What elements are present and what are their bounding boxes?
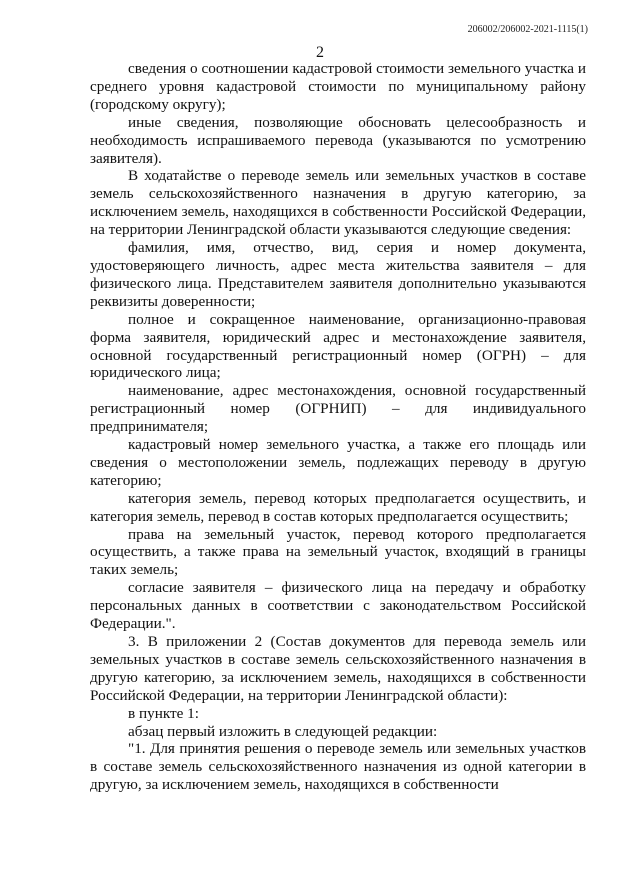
paragraph: сведения о соотношении кадастровой стоимости земельного участка и среднего уровня кадастровой стоимости по муниципальному району (городскому округу); [90,60,586,113]
paragraph: полное и сокращенное наименование, организационно-правовая форма заявителя, юридический адрес и местонахождение заявителя, основной государственный регистрационный номер (ОГРН) – для юридического лица; [90,310,586,382]
paragraph: абзац первый изложить в следующей редакции: [128,722,438,740]
paragraph: В ходатайстве о переводе земель или земельных участков в составе земель сельскохозяйственного назначения в другую категорию, за исключением земель, находящихся в собственности Российской Федерации, на территории Ленинградской области указываются следующие сведения: [90,167,586,239]
page-number: 2 [316,44,324,61]
paragraph: в пункте 1: [128,704,199,722]
document-id: 206002/206002-2021-1115(1) [467,24,588,35]
paragraph: согласие заявителя – физического лица на передачу и обработку персональных данных в соответствии с законодательством Российской Федерации.". [90,579,586,633]
paragraph: категория земель, перевод которых предполагается осуществить, и категория земель, перевод в состав которых предполагается осуществить; [90,489,586,525]
paragraph: иные сведения, позволяющие обосновать целесообразность и необходимость испрашиваемого перевода (указываются по усмотрению заявителя). [90,113,586,167]
paragraph: фамилия, имя, отчество, вид, серия и номер документа, удостоверяющего личность, адрес места жительства заявителя – для физического лица. Представителем заявителя дополнительно указываются реквизиты доверенности; [90,239,586,310]
paragraph: кадастровый номер земельного участка, а также его площадь или сведения о местоположении земель, подлежащих переводу в другую категорию; [90,436,586,489]
paragraph: 3. В приложении 2 (Состав документов для перевода земель или земельных участков в составе земель сельскохозяйственного назначения в другую категорию, за исключением земель, находящихся в собственности Российской Федерации, на территории Ленинградской области): [90,633,586,704]
document-body [90,60,586,794]
paragraph: права на земельный участок, перевод которого предполагается осуществить, а также права на земельный участок, входящий в границы таких земель; [90,525,586,579]
paragraph: наименование, адрес местонахождения, основной государственный регистрационный номер (ОГРНИП) – для индивидуального предпринимателя; [90,382,586,436]
paragraph: "1. Для принятия решения о переводе земель или земельных участков в составе земель сельскохозяйственного назначения из одной категории в другую, за исключением земель, находящихся в собственности [90,740,586,794]
